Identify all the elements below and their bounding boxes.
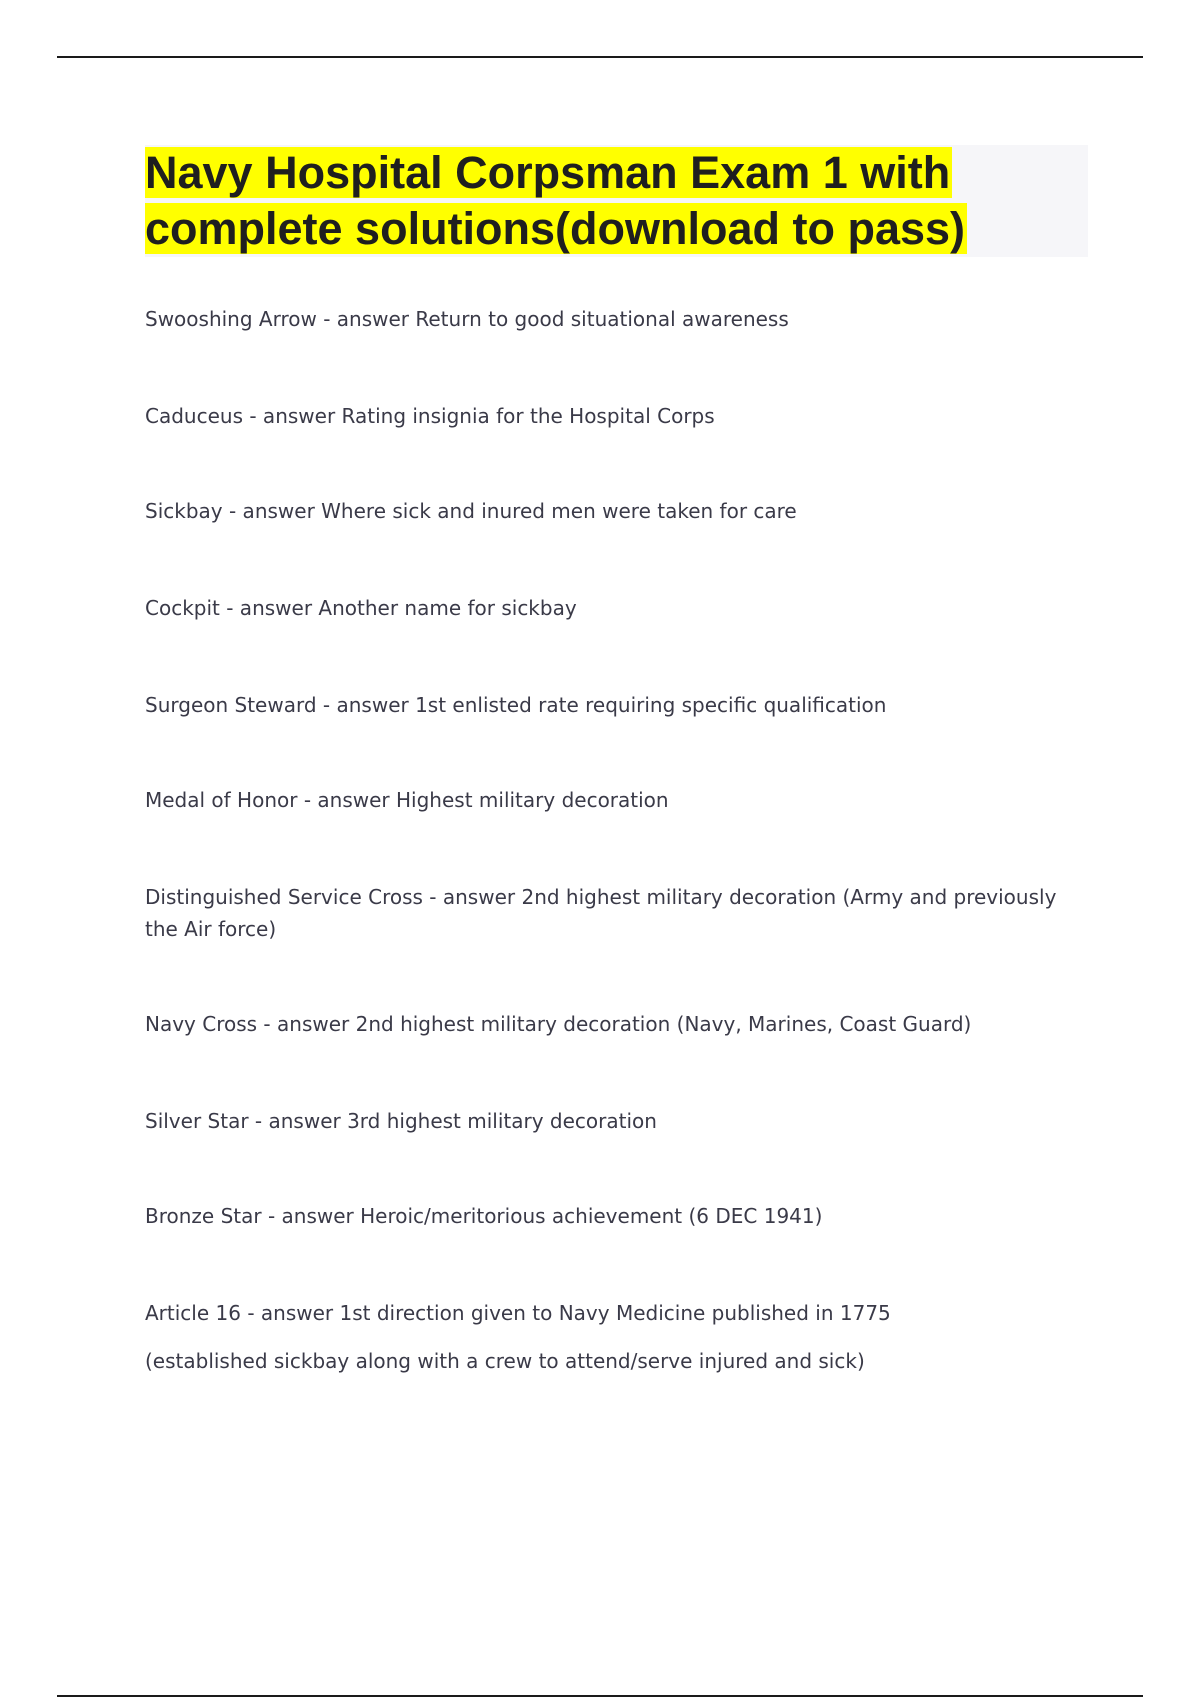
header-rule [57, 56, 1143, 58]
qa-term: Distinguished Service Cross [145, 885, 423, 909]
qa-term: Cockpit [145, 596, 220, 620]
qa-answer: Where sick and inured men were taken for care [321, 499, 797, 523]
title-line-2: complete solutions(download to pass) [145, 203, 966, 254]
qa-separator: - answer [422, 885, 522, 909]
qa-term: Swooshing Arrow [145, 307, 317, 331]
qa-item-swooshing-arrow [145, 303, 1085, 335]
qa-term: Sickbay [145, 499, 223, 523]
qa-item-cockpit [145, 592, 1085, 624]
qa-separator: - answer [222, 499, 322, 523]
qa-item-medal-of-honor [145, 784, 1085, 816]
qa-term: Surgeon Steward [145, 693, 317, 717]
qa-term: Navy Cross [145, 1012, 258, 1036]
qa-separator: - answer [316, 307, 416, 331]
qa-item-article-16 [145, 1297, 1085, 1329]
qa-item-surgeon-steward [145, 689, 1085, 721]
qa-separator: - answer [248, 1109, 348, 1133]
qa-answer: 2nd highest military decoration (Navy, Marines, Coast Guard) [355, 1012, 972, 1036]
qa-separator: - answer [243, 404, 342, 428]
qa-answer: 1st enlisted rate requiring specific qualification [415, 693, 887, 717]
qa-answer: Heroic/meritorious achievement (6 DEC 1941) [360, 1204, 823, 1228]
qa-separator: - answer [261, 1204, 361, 1228]
title-line-1: Navy Hospital Corpsman Exam 1 with [145, 147, 951, 198]
qa-answer: Another name for sickbay [318, 596, 577, 620]
qa-item-navy-cross [145, 1008, 1085, 1040]
qa-term: Medal of Honor [145, 788, 298, 812]
document-title [145, 145, 1088, 257]
qa-answer: 3rd highest military decoration [347, 1109, 657, 1133]
qa-item-caduceus [145, 400, 1085, 432]
qa-answer: Rating insignia for the Hospital Corps [341, 404, 715, 428]
qa-separator: - answer [257, 1012, 356, 1036]
qa-item-distinguished-service-cross [145, 881, 1085, 945]
qa-separator: - answer [297, 788, 397, 812]
qa-answer: 2nd highest military decoration (Army and previously the Air force) [145, 885, 1057, 941]
qa-separator: - answer [219, 596, 319, 620]
qa-separator: - answer [316, 693, 416, 717]
qa-answer: Return to good situational awareness [415, 307, 789, 331]
footer-rule [57, 1695, 1143, 1697]
qa-item-sickbay [145, 495, 1085, 527]
title-block [145, 145, 1088, 257]
qa-item-article-16-note: (established sickbay along with a crew to attend/serve injured and sick) [145, 1349, 865, 1373]
qa-item-bronze-star [145, 1200, 1085, 1232]
qa-term: Caduceus [145, 404, 243, 428]
qa-separator: - answer [240, 1301, 340, 1325]
qa-term: Article 16 [145, 1301, 241, 1325]
qa-term: Bronze Star [145, 1204, 262, 1228]
qa-answer: 1st direction given to Navy Medicine published in 1775 [339, 1301, 891, 1325]
qa-item-silver-star [145, 1105, 1085, 1137]
qa-term: Silver Star [145, 1109, 249, 1133]
qa-answer: Highest military decoration [396, 788, 669, 812]
